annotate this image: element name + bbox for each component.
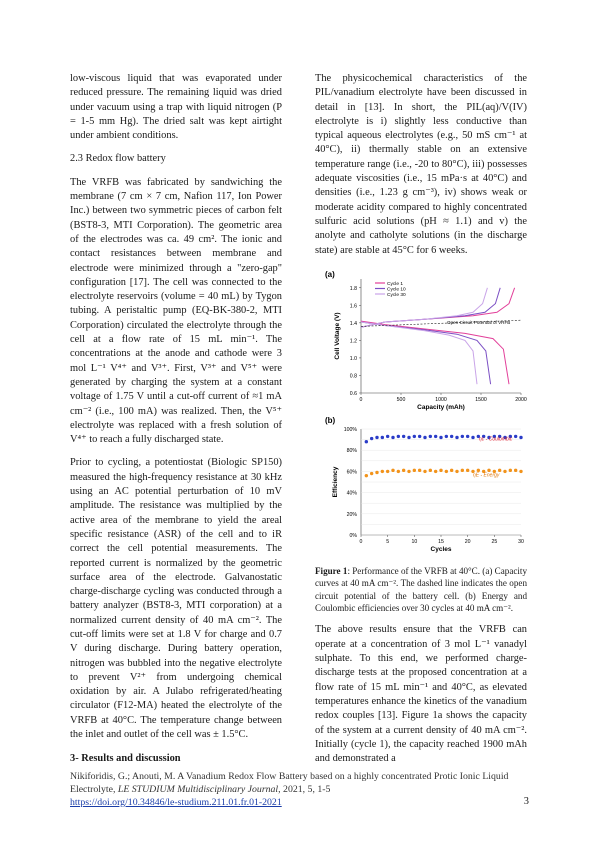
y-tick-label: 20%: [346, 511, 357, 518]
coulombic-point: [370, 437, 373, 440]
citation-text: Electrolyte,: [70, 784, 118, 795]
energy-point: [423, 470, 426, 473]
y-axis-title: Efficiency: [332, 466, 339, 498]
coulombic-point: [471, 436, 474, 439]
energy-point: [407, 470, 410, 473]
coulombic-point: [450, 435, 453, 438]
y-tick-label: 1.8: [349, 285, 357, 292]
paragraph: The VRFB was fabricated by sandwiching the membrane (7 cm × 7 cm, Nafion 117, Ion Power Inc.) between two symmetric pieces of carbon felt (BST8-3, MTI Corporation). The geometric area of the electrodes was ca. 49 cm². The ionic and contact resistances between membrane and electrode were minimized through a "zero-gap" configuration [17]. The cell was connected to the electrolyte reservoirs (volume = 40 mL) by Tygon tubing. A peristaltic pump (EQ-BK-380-2, MTI Corporation) circulated the electrolyte through the cell at a flow rate of 15 mL min⁻¹. The concentrations at the anode and cathode were 3 mol L⁻¹ V⁴⁺ and V³⁺. First, V³⁺ and V⁵⁺ were generated by charging the system at a constant voltage of 1.75 V until a cut-off current of ≈1 mA cm⁻² (i.e., 100 mA) was realized. Then, the V⁵⁺ electrolyte was replaced with a fresh solution of V⁴⁺ to reach a fully discharged state.: [70, 176, 282, 446]
legend-label: Cycle 30: [387, 292, 406, 298]
x-tick-label: 30: [518, 538, 524, 545]
y-tick-label: 60%: [346, 469, 357, 476]
doi-link[interactable]: https://doi.org/10.34846/le-studium.211.01.fr.01-2021: [70, 797, 282, 808]
coulombic-label: ηc - Coulombic: [479, 436, 513, 443]
energy-point: [455, 470, 458, 473]
x-tick-label: 25: [491, 538, 498, 545]
figure-svg: [315, 267, 527, 557]
left-column: [70, 72, 282, 767]
x-tick-label: 10: [411, 538, 418, 545]
energy-point: [445, 470, 448, 473]
energy-point: [418, 468, 421, 471]
energy-point: [370, 472, 373, 475]
right-column: [315, 72, 527, 775]
coulombic-point: [434, 435, 437, 438]
energy-point: [434, 470, 437, 473]
x-tick-label: 20: [464, 538, 471, 545]
energy-point: [381, 470, 384, 473]
subsection-heading: 2.3 Redox flow battery: [70, 153, 166, 165]
x-tick-label: 2000: [515, 396, 527, 403]
energy-point: [413, 468, 416, 471]
coulombic-point: [418, 435, 421, 438]
energy-point: [514, 468, 517, 471]
coulombic-point: [365, 440, 368, 443]
citation-year: , 2021, 5, 1-5: [278, 784, 331, 795]
legend-label: Cycle 10: [387, 287, 406, 293]
discharge-curve: [361, 322, 477, 384]
x-tick-label: 0: [359, 538, 363, 545]
x-tick-label: 0: [359, 396, 363, 403]
citation-line-2: [70, 783, 530, 796]
coulombic-point: [466, 435, 469, 438]
coulombic-point: [519, 436, 522, 439]
energy-point: [397, 470, 400, 473]
energy-label: ηE - Energy: [473, 472, 500, 479]
figure-1: [315, 267, 527, 557]
coulombic-point: [423, 436, 426, 439]
caption-label: Figure 1: [315, 565, 348, 576]
coulombic-point: [445, 435, 448, 438]
coulombic-point: [413, 435, 416, 438]
energy-point: [402, 468, 405, 471]
coulombic-point: [514, 435, 517, 438]
energy-point: [365, 474, 368, 477]
coulombic-point: [455, 436, 458, 439]
x-tick-label: 5: [386, 538, 390, 545]
coulombic-point: [386, 435, 389, 438]
coulombic-point: [407, 436, 410, 439]
section-heading: 3- Results and discussion: [70, 753, 181, 765]
legend-label: Cycle 1: [387, 281, 403, 287]
journal-name: LE STUDIUM Multidisciplinary Journal: [117, 784, 279, 795]
figure-caption: [315, 565, 527, 615]
energy-point: [487, 468, 490, 471]
energy-point: [375, 471, 378, 474]
panel-b-label: (b): [325, 415, 336, 425]
energy-point: [477, 468, 480, 471]
x-tick-label: 1500: [475, 396, 487, 403]
x-axis-title: Capacity (mAh): [417, 403, 465, 411]
y-axis-title: Cell Voltage (V): [334, 312, 341, 360]
y-tick-label: 1.6: [349, 303, 357, 310]
panel-a-label: (a): [325, 269, 335, 279]
y-tick-label: 0.8: [349, 373, 357, 380]
footer: [70, 770, 530, 809]
discharge-curve: [361, 321, 509, 384]
energy-point: [509, 468, 512, 471]
coulombic-point: [439, 436, 442, 439]
paragraph: The physicochemical characteristics of the PIL/vanadium electrolyte have been discussed in detail in [13]. In short, the PIL(aq)/V(IV) electrolyte is i) slightly less conductive than typical aqueous electrolytes (e.g., 50 mS cm⁻¹ at 40°C), ii) thermally stable on an extensive temperature range (i.e., -20 to 80°C), iii) possesses adequate viscosities (i.e., 15 mPa·s at 40°C) and densities (i.e., 1.23 g cm⁻³), iv) shows weak or moderate acidity compared to highly concentrated sulfuric acid solutions (pH ≈ 1.1) and v) the anolyte and catholyte solutions (in the discharge state) are stable at 45°C for 6 weeks.: [315, 73, 527, 256]
coulombic-point: [381, 436, 384, 439]
energy-point: [461, 468, 464, 471]
coulombic-point: [391, 436, 394, 439]
energy-point: [450, 468, 453, 471]
paragraph: low-viscous liquid that was evaporated under reduced pressure. The remaining liquid was dried under vacuum using a trap with liquid nitrogen (P = 1-5 mm Hg). The dried salt was kept airtight under ambient conditions.: [70, 73, 282, 142]
x-tick-label: 15: [438, 538, 444, 545]
caption-text: : Performance of the VRFB at 40°C. (a) Capacity curves at 40 mA cm⁻². The dashed line indicates the open circuit potential of the battery cell. (b) Energy and Coulombic efficiencies over 30 cycles at 40 mA cm⁻².: [315, 565, 527, 614]
page-number: 3: [523, 796, 529, 807]
citation-line-1: Nikiforidis, G.; Anouti, M. A Vanadium Redox Flow Battery based on a highly concentrated Protic Ionic Liquid: [70, 771, 509, 782]
y-tick-label: 100%: [343, 426, 357, 433]
energy-point: [503, 470, 506, 473]
coulombic-point: [461, 435, 464, 438]
energy-point: [386, 470, 389, 473]
y-tick-label: 1.2: [349, 338, 357, 345]
ocp-label: Open Circuit Potential of VRFB: [447, 319, 511, 325]
x-tick-label: 1000: [435, 396, 447, 403]
y-tick-label: 1.4: [349, 320, 357, 327]
y-tick-label: 1.0: [349, 355, 357, 362]
energy-point: [429, 468, 432, 471]
energy-point: [439, 468, 442, 471]
coulombic-point: [429, 435, 432, 438]
energy-point: [466, 468, 469, 471]
coulombic-point: [402, 435, 405, 438]
coulombic-point: [397, 435, 400, 438]
energy-point: [498, 468, 501, 471]
paragraph: Prior to cycling, a potentiostat (Biologic SP150) measured the high-frequency resistance at 30 kHz using an AC potential perturbation of 10 mV amplitude. The resistance was multiplied by the active area of the membrane to yield the areal specific resistance (ASR) of the cell and to iR correct the cell potential measurements. The reported current is normalized by the geometric surface area of the electrode. Galvanostatic charge-discharge cycling was conducted through a battery analyzer (BST8-3, MTI corporation) at a normalized current density of 40 mA cm⁻². The cut-off limits were set at 1.8 V for charge and 0.7 V during discharge. During battery operation, nitrogen was bubbled into the negative electrolyte to prevent V²⁺ from undergoing chemical oxidation by air. A Julabo refrigerated/heating circulator (F12-MA) heated the electrolyte of the VRFB at 40°C. The temperature change between the inlet and outlet of the cell was ± 1.5°C.: [70, 457, 282, 741]
energy-point: [391, 468, 394, 471]
y-tick-label: 0%: [349, 532, 357, 539]
paragraph: The above results ensure that the VRFB can operate at a concentration of 3 mol L⁻¹ vanadyl sulphate. To this end, we performed charge-discharge tests at the proposed concentration at a flow rate of 15 mL min⁻¹ and 40°C, as elevated temperatures enhance the kinetics of the vanadium redox couples [13]. Figure 1a shows the capacity of the system at a current density of 40 mA cm⁻². Initially (cycle 1), the capacity reached 1900 mAh and demonstrated a: [315, 624, 527, 765]
y-tick-label: 80%: [346, 448, 357, 455]
y-tick-label: 40%: [346, 490, 357, 497]
x-axis-title: Cycles: [430, 545, 452, 553]
y-tick-label: 0.6: [349, 390, 357, 397]
energy-point: [519, 470, 522, 473]
coulombic-point: [375, 436, 378, 439]
x-tick-label: 500: [396, 396, 406, 403]
